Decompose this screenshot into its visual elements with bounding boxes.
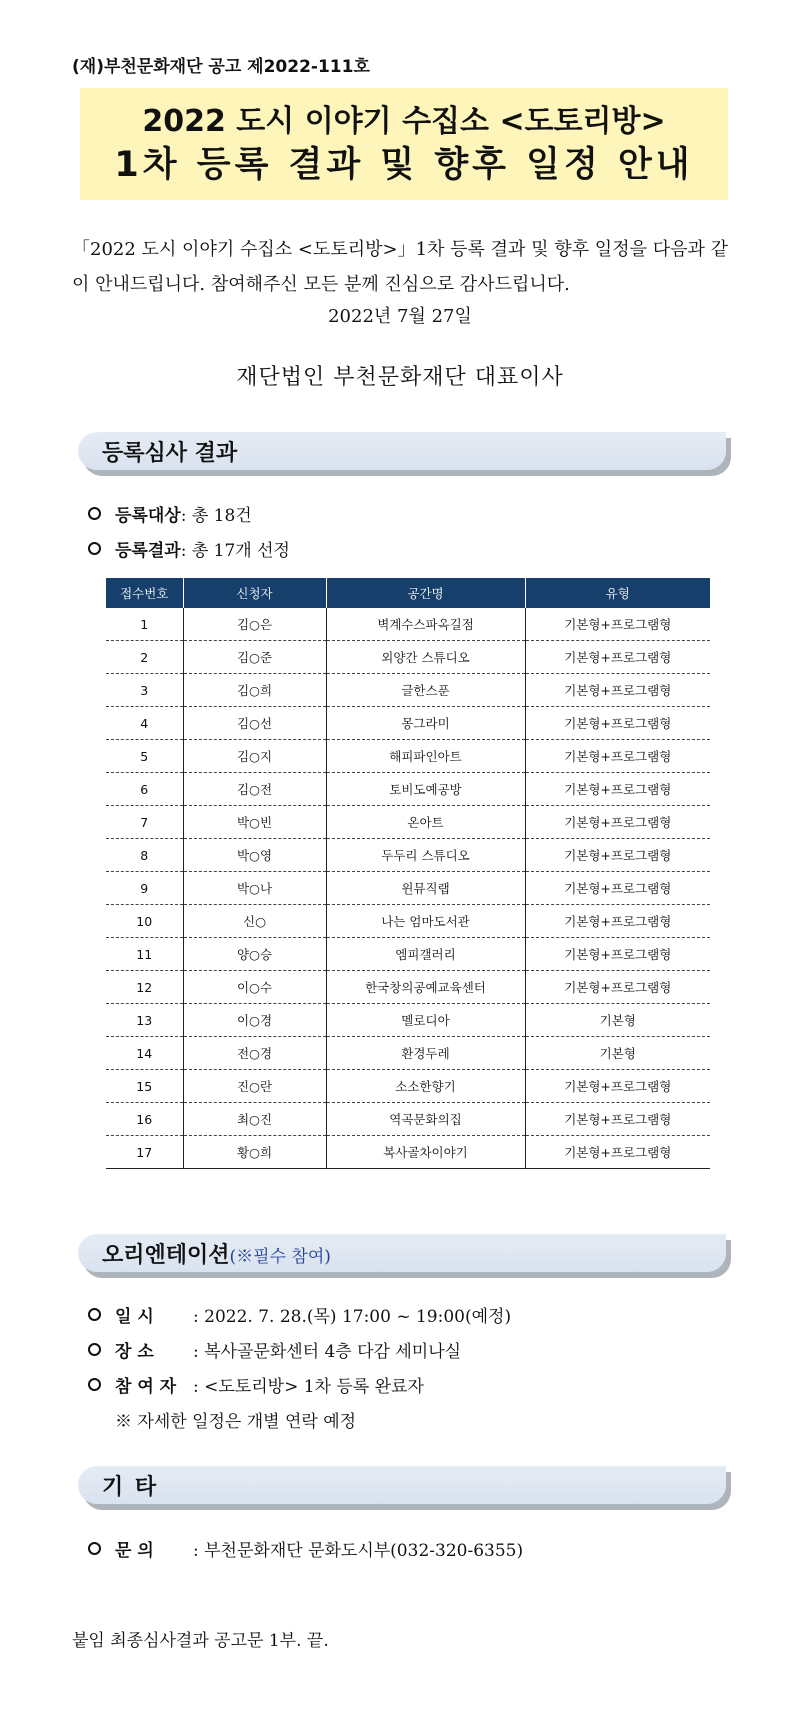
table-row [106,938,710,971]
orientation-item-participants [88,1372,424,1397]
table-cell: 김○희 [183,674,326,707]
table-cell: 기본형+프로그램형 [525,740,710,773]
table-cell: 몽그라미 [326,707,525,740]
title-line-2: 1차 등록 결과 및 향후 일정 안내 [114,145,694,185]
table-cell: 환경두레 [326,1037,525,1070]
result-item-target [88,501,252,526]
circle-bullet-icon [88,1378,101,1391]
table-cell: 6 [106,773,183,806]
table-cell: 기본형+프로그램형 [525,872,710,905]
table-cell: 15 [106,1070,183,1103]
table-cell: 14 [106,1037,183,1070]
table-cell: 기본형+프로그램형 [525,839,710,872]
item-value: : 부천문화재단 문화도시부(032-320-6355) [193,1541,524,1561]
item-label: 일 시 [115,1307,154,1327]
table-cell: 박○나 [183,872,326,905]
table-cell: 4 [106,707,183,740]
item-value: : <도토리방> 1차 등록 완료자 [193,1377,424,1397]
table-cell: 12 [106,971,183,1004]
table-cell: 17 [106,1136,183,1169]
section-heading-orientation [78,1234,726,1272]
table-cell: 멜로디아 [326,1004,525,1037]
section-heading-label: 등록심사 결과 [102,441,238,466]
table-cell: 김○선 [183,707,326,740]
table-row [106,839,710,872]
column-header: 공간명 [326,578,525,608]
table-row [106,971,710,1004]
item-value: : 총 18건 [180,506,252,526]
required-note: (※필수 참여) [229,1247,331,1267]
table-header-row [106,578,710,608]
table-cell: 박○빈 [183,806,326,839]
table-cell: 기본형+프로그램형 [525,773,710,806]
table-cell: 기본형+프로그램형 [525,806,710,839]
table-row [106,773,710,806]
circle-bullet-icon [88,1542,101,1555]
item-label: 문 의 [115,1541,154,1561]
table-cell: 8 [106,839,183,872]
intro-paragraph: 「2022 도시 이야기 수집소 <도토리방>」1차 등록 결과 및 향후 일정을 다음과 같이 안내드립니다. 참여해주신 모든 분께 진심으로 감사드립니다. [72,239,728,295]
table-row [106,1103,710,1136]
table-cell: 김○은 [183,608,326,641]
circle-bullet-icon [88,1343,101,1356]
table-cell: 기본형+프로그램형 [525,1103,710,1136]
section-heading-results [78,432,726,470]
table-row [106,740,710,773]
circle-bullet-icon [88,507,101,520]
notice-date: 2022년 7월 27일 [328,306,472,327]
table-cell: 7 [106,806,183,839]
table-cell: 전○경 [183,1037,326,1070]
table-cell: 기본형+프로그램형 [525,608,710,641]
title-box [80,88,728,200]
table-cell: 토비도예공방 [326,773,525,806]
item-value: : 복사골문화센터 4층 다감 세미나실 [193,1342,462,1362]
table-cell: 복사골차이야기 [326,1136,525,1169]
item-label: 참 여 자 [115,1377,177,1397]
table-cell: 엠피갤러리 [326,938,525,971]
orientation-item-time [88,1302,511,1327]
table-cell: 벽계수스파옥길점 [326,608,525,641]
table-cell: 기본형 [525,1004,710,1037]
contact-item [88,1536,523,1561]
table-cell: 1 [106,608,183,641]
table-cell: 온아트 [326,806,525,839]
notice-number: (재)부천문화재단 공고 제2022-111호 [72,57,370,77]
table-cell: 나는 엄마도서관 [326,905,525,938]
item-value: : 총 17개 선정 [180,541,290,561]
table-body [106,608,710,1169]
table-cell: 기본형+프로그램형 [525,707,710,740]
table-row [106,1070,710,1103]
table-cell: 9 [106,872,183,905]
table-cell: 기본형+프로그램형 [525,938,710,971]
organization-name: 재단법인 부천문화재단 대표이사 [236,365,564,390]
table-row [106,608,710,641]
table-cell: 이○경 [183,1004,326,1037]
table-row [106,872,710,905]
table-cell: 16 [106,1103,183,1136]
table-cell: 김○전 [183,773,326,806]
table-row [106,905,710,938]
table-cell: 최○진 [183,1103,326,1136]
orientation-note: ※ 자세한 일정은 개별 연락 예정 [115,1412,357,1432]
table-cell: 황○희 [183,1136,326,1169]
registration-results-table [106,578,710,1169]
table-cell: 신○ [183,905,326,938]
section-heading-other [78,1466,726,1504]
circle-bullet-icon [88,542,101,555]
table-cell: 기본형+프로그램형 [525,971,710,1004]
column-header: 신청자 [183,578,326,608]
item-label: 등록대상 [115,506,181,526]
table-cell: 2 [106,641,183,674]
title-line-1: 2022 도시 이야기 수집소 <도토리방> [142,104,666,139]
circle-bullet-icon [88,1308,101,1321]
table-cell: 박○영 [183,839,326,872]
table-row [106,1004,710,1037]
result-item-outcome [88,536,290,561]
item-value: : 2022. 7. 28.(목) 17:00 ~ 19:00(예정) [193,1307,512,1327]
table-cell: 기본형+프로그램형 [525,1136,710,1169]
table-cell: 기본형+프로그램형 [525,674,710,707]
table-cell: 11 [106,938,183,971]
attachment-note: 붙임 최종심사결과 공고문 1부. 끝. [72,1631,329,1651]
table-cell: 기본형+프로그램형 [525,1070,710,1103]
table-cell: 기본형+프로그램형 [525,905,710,938]
table-cell: 김○준 [183,641,326,674]
table-cell: 외양간 스튜디오 [326,641,525,674]
table-cell: 13 [106,1004,183,1037]
table-row [106,1136,710,1169]
table-cell: 한국창의공예교육센터 [326,971,525,1004]
table-row [106,674,710,707]
table-cell: 기본형+프로그램형 [525,641,710,674]
section-heading-label: 기 타 [102,1475,159,1500]
table-row [106,707,710,740]
table-cell: 3 [106,674,183,707]
table-cell: 기본형 [525,1037,710,1070]
table-cell: 두두리 스튜디오 [326,839,525,872]
table-row [106,1037,710,1070]
column-header: 접수번호 [106,578,183,608]
table-cell: 진○란 [183,1070,326,1103]
table-cell: 소소한향기 [326,1070,525,1103]
table-cell: 해피파인아트 [326,740,525,773]
table-cell: 윈뮤직랩 [326,872,525,905]
item-label: 등록결과 [115,541,181,561]
table-cell: 역곡문화의집 [326,1103,525,1136]
table-cell: 글한스푼 [326,674,525,707]
table-cell: 10 [106,905,183,938]
item-label: 장 소 [115,1342,154,1362]
section-heading-label: 오리엔테이션(※필수 참여) [102,1243,331,1268]
orientation-item-place [88,1337,461,1362]
table-cell: 이○수 [183,971,326,1004]
table-row [106,806,710,839]
table-cell: 5 [106,740,183,773]
table-cell: 양○승 [183,938,326,971]
table-cell: 김○지 [183,740,326,773]
table-row [106,641,710,674]
column-header: 유형 [525,578,710,608]
